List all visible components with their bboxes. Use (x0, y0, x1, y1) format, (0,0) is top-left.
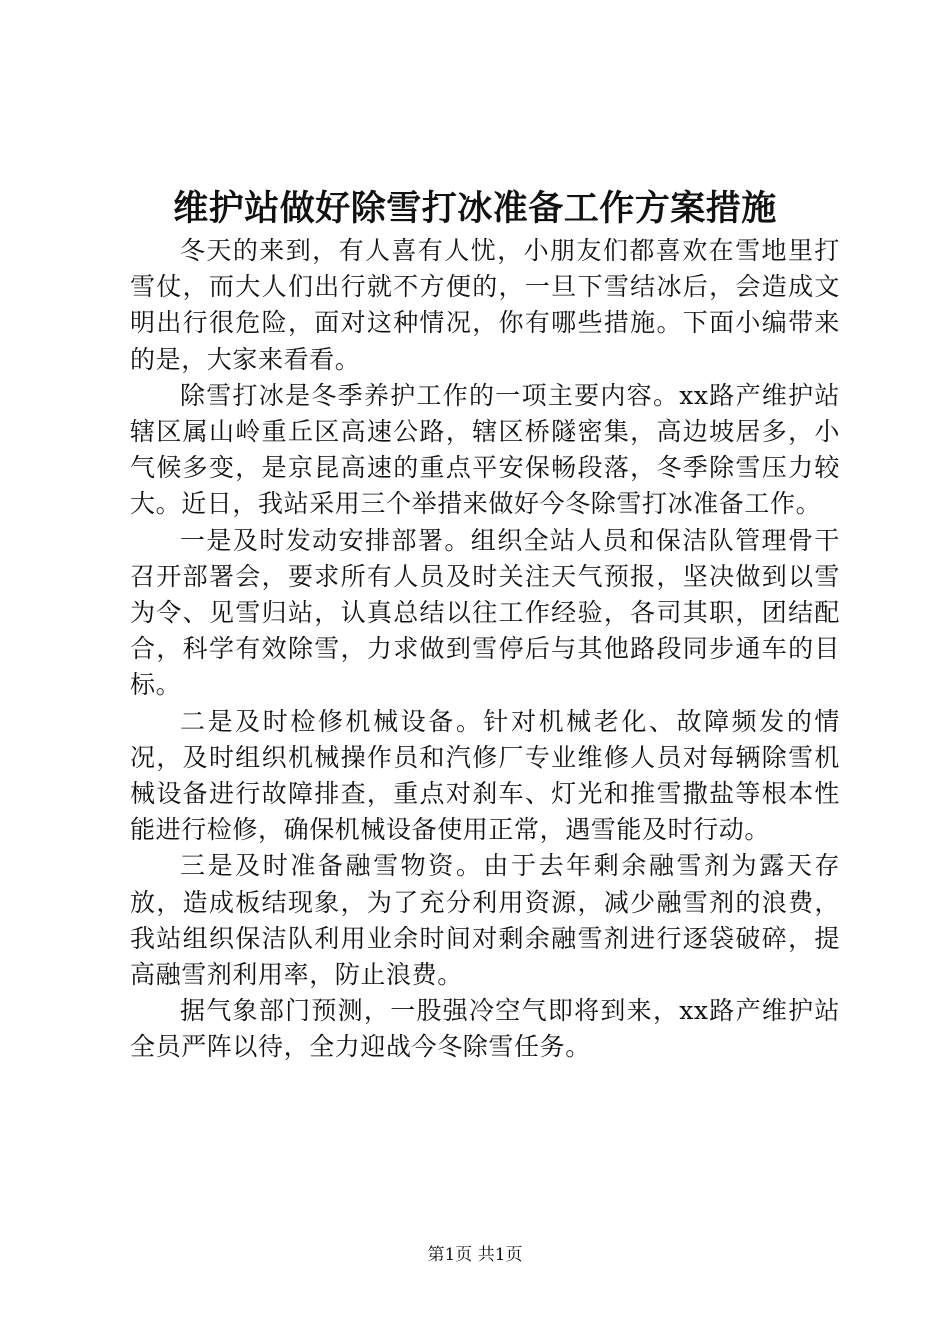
paragraph-intro: 冬天的来到，有人喜有人忧，小朋友们都喜欢在雪地里打雪仗，而大人们出行就不方便的，一旦下雪结冰后，会造成文明出行很危险，面对这种情况，你有哪些措施。下面小编带来的是，大家来看看。 (130, 236, 840, 374)
paragraph-conclusion: 据气象部门预测，一股强冷空气即将到来，xx路产维护站全员严阵以待，全力迎战今冬除雪任务。 (130, 996, 840, 1062)
paragraph-overview: 除雪打冰是冬季养护工作的一项主要内容。xx路产维护站辖区属山岭重丘区高速公路，辖区桥隧密集，高边坡居多，小气候多变，是京昆高速的重点平安保畅段落，冬季除雪压力较大。近日，我站采用三个举措来做好今冬除雪打冰准备工作。 (130, 380, 840, 519)
document-title: 维护站做好除雪打冰准备工作方案措施 (173, 188, 777, 229)
paragraph-measure-three: 三是及时准备融雪物资。由于去年剩余融雪剂为露天存放，造成板结现象，为了充分利用资源，减少融雪剂的浪费，我站组织保洁队利用业余时间对剩余融雪剂进行逐袋破碎，提高融雪剂利用率，防止浪费。 (130, 851, 840, 990)
document-body (130, 233, 840, 1066)
paragraph-measure-two: 二是及时检修机械设备。针对机械老化、故障频发的情况，及时组织机械操作员和汽修厂专业维修人员对每辆除雪机械设备进行故障排查，重点对刹车、灯光和推雪撒盐等根本性能进行检修，确保机械设备使用正常，遇雪能及时行动。 (130, 706, 840, 845)
paragraph-measure-one: 一是及时发动安排部署。组织全站人员和保洁队管理骨干召开部署会，要求所有人员及时关注天气预报，坚决做到以雪为令、见雪归站，认真总结以往工作经验，各司其职，团结配合，科学有效除雪，力求做到雪停后与其他路段同步通车的目标。 (130, 525, 840, 700)
page-footer: 第1页 共1页 (427, 1245, 523, 1265)
